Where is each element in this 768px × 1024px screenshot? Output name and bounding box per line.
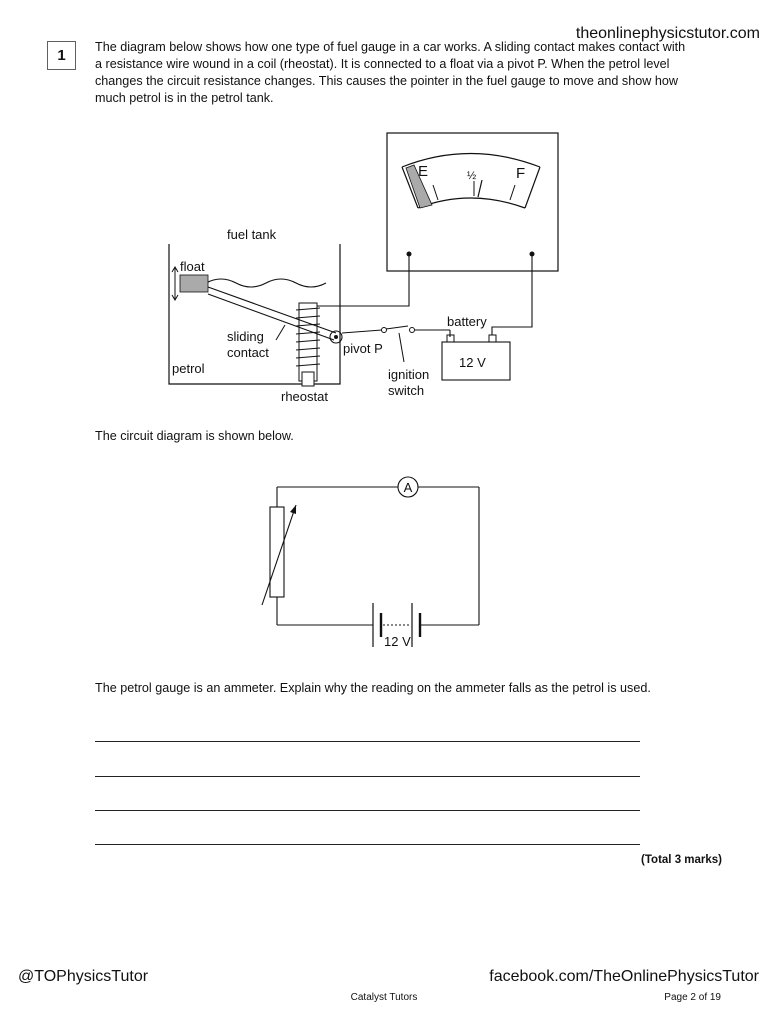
- sliding-label-2: contact: [227, 345, 269, 360]
- page-number: Page 2 of 19: [664, 992, 721, 1003]
- fuel-tank-label: fuel tank: [227, 227, 277, 242]
- twitter-handle: @TOPhysicsTutor: [18, 968, 149, 985]
- gauge-empty-label: E: [418, 163, 429, 180]
- facebook-link: facebook.com/TheOnlinePhysicsTutor: [489, 968, 759, 985]
- pivot-label: pivot P: [343, 341, 383, 356]
- battery-label: battery: [447, 314, 487, 329]
- ignition-label-2: switch: [388, 383, 425, 398]
- answer-line-3[interactable]: [95, 810, 640, 811]
- circuit-caption: The circuit diagram is shown below.: [95, 429, 294, 443]
- publisher: Catalyst Tutors: [350, 992, 418, 1003]
- answer-line-2[interactable]: [95, 776, 640, 777]
- total-marks: (Total 3 marks): [641, 854, 722, 866]
- petrol-label: petrol: [172, 361, 205, 376]
- rheostat-label: rheostat: [281, 389, 328, 404]
- question-number: 1: [47, 41, 76, 70]
- question-prompt: The petrol gauge is an ammeter. Explain why the reading on the ammeter falls as the petrol is used.: [95, 681, 651, 695]
- gauge-full-label: F: [516, 165, 526, 182]
- circuit-voltage-label: 12 V: [384, 634, 411, 649]
- answer-line-1[interactable]: [95, 741, 640, 742]
- gauge-half-label: ½: [467, 170, 477, 182]
- ignition-label-1: ignition: [388, 367, 430, 382]
- battery-voltage-label: 12 V: [459, 355, 486, 370]
- float-label: float: [180, 259, 205, 274]
- sliding-label-1: sliding: [227, 329, 264, 344]
- variable-resistor: [270, 507, 284, 597]
- question-intro: The diagram below shows how one type of fuel gauge in a car works. A sliding contact makes contact with a resistance wire wound in a coil (rheostat). It is connected to a float via a pivot P. When the petrol level changes the circuit resistance changes. This causes the pointer in the fuel gauge to move and show how much petrol is in the petrol tank.: [95, 40, 686, 105]
- ammeter-label: A: [403, 480, 413, 495]
- answer-line-4[interactable]: [95, 844, 640, 845]
- site-url: theonlinephysicstutor.com: [575, 25, 760, 42]
